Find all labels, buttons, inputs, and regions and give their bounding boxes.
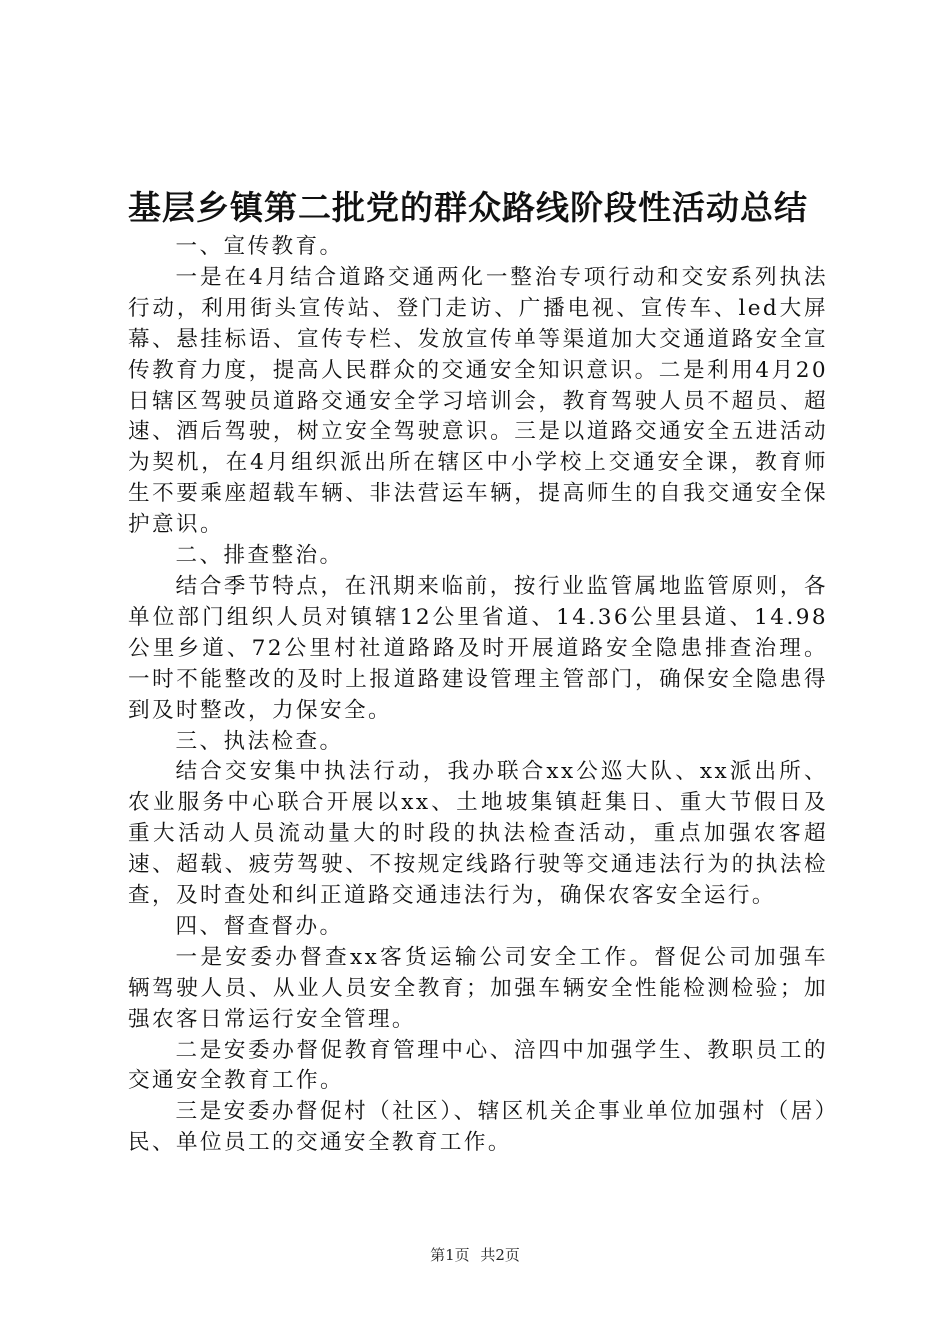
paragraph-enforcement: 结合交安集中执法行动，我办联合xx公巡大队、xx派出所、农业服务中心联合开展以xx、土地坡集镇赶集日、重大节假日及重大活动人员流动量大的时段的执法检查活动，重点加强农客超速、超载、疲劳驾驶、不按规定线路行驶等交通违法行为的执法检查，及时查处和纠正道路交通违法行为，确保农客安全运行。 [128,759,828,909]
section-heading-inspection: 二、排查整治。 [175,543,344,569]
section-heading-publicity: 一、宣传教育。 [175,234,344,259]
section-heading-enforcement: 三、执法检查。 [175,728,344,754]
page-number-total: 共2页 [480,1246,520,1264]
document-body [128,232,828,1159]
paragraph-supervision-1: 一是安委办督查xx客货运输公司安全工作。督促公司加强车辆驾驶人员、从业人员安全教育；加强车辆安全性能检测检验；加强农客日常运行安全管理。 [128,944,828,1032]
paragraph-supervision-2: 二是安委办督促教育管理中心、涪四中加强学生、教职员工的交通安全教育工作。 [128,1037,828,1094]
paragraph-supervision-3: 三是安委办督促村（社区）、辖区机关企事业单位加强村（居）民、单位员工的交通安全教育工作。 [128,1099,828,1156]
page-footer [0,1245,950,1265]
paragraph-inspection: 结合季节特点，在汛期来临前，按行业监管属地监管原则，各单位部门组织人员对镇辖12公里省道、14.36公里县道、14.98公里乡道、72公里村社道路路及时开展道路安全隐患排查治理。一时不能整改的及时上报道路建设管理主管部门，确保安全隐患得到及时整改，力保安全。 [128,573,828,723]
document-title: 基层乡镇第二批党的群众路线阶段性活动总结 [128,188,808,227]
page-number-current: 第1页 [430,1246,470,1264]
section-heading-supervision: 四、督查督办。 [175,913,344,939]
paragraph-publicity: 一是在4月结合道路交通两化一整治专项行动和交安系列执法行动，利用街头宣传站、登门走访、广播电视、宣传车、led大屏幕、悬挂标语、宣传专栏、发放宣传单等渠道加大交通道路安全宣传教育力度，提高人民群众的交通安全知识意识。二是利用4月20日辖区驾驶员道路交通安全学习培训会，教育驾驶人员不超员、超速、酒后驾驶，树立安全驾驶意识。三是以道路交通安全五进活动为契机，在4月组织派出所在辖区中小学校上交通安全课，教育师生不要乘座超载车辆、非法营运车辆，提高师生的自我交通安全保护意识。 [128,264,828,538]
